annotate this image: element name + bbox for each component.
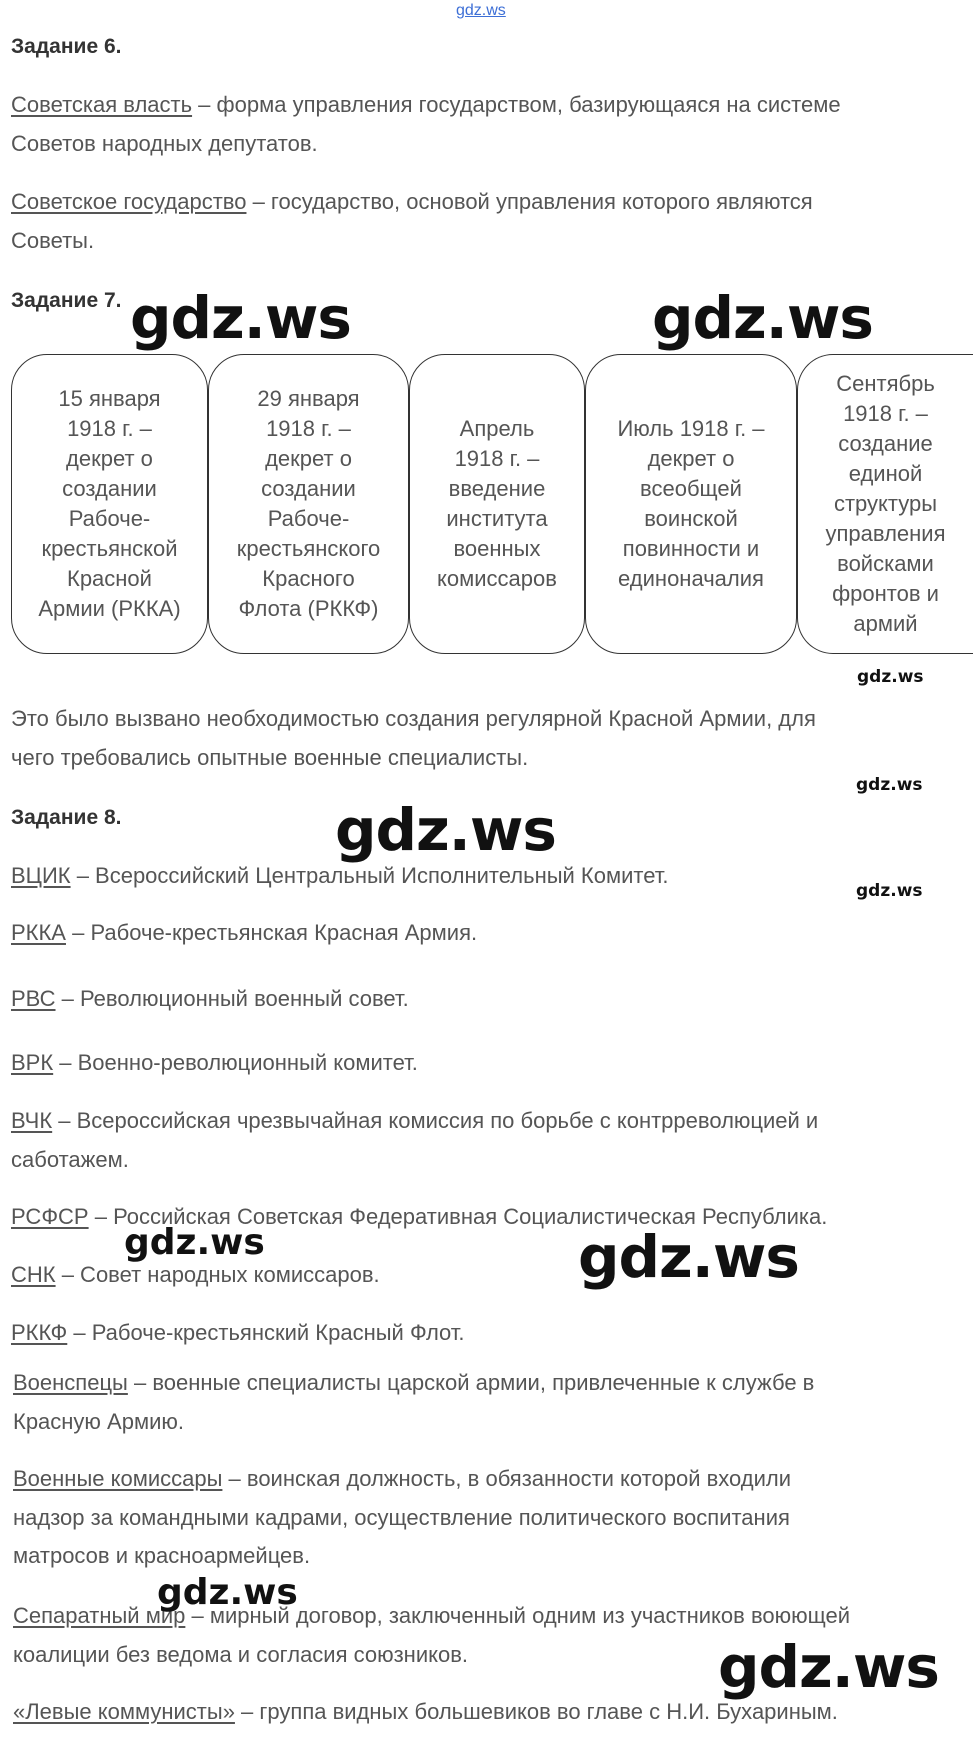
definition-text-cont: надзор за командными кадрами, осуществление политического воспитания [13, 1504, 790, 1530]
definition-text: – Всероссийский Центральный Исполнительный Комитет. [70, 863, 669, 888]
watermark: gdz.ws [856, 881, 923, 901]
term: ВЦИК [11, 863, 71, 888]
term: «Левые коммунисты» [13, 1699, 235, 1724]
task8-definition-voenspetsy [13, 1364, 814, 1441]
task8-definition-voennye-komissary [13, 1460, 791, 1576]
term: ВРК [11, 1050, 54, 1075]
term: Советское государство [11, 189, 247, 214]
definition-text: – мирный договор, заключенный одним из участников воюющей [185, 1603, 850, 1628]
definition-text: – Рабоче-крестьянская Красная Армия. [65, 920, 478, 945]
timeline-box-2: 29 января 1918 г. – декрет о создании Рабоче- крестьянского Красного Флота (РККФ) [208, 354, 409, 654]
term: РККФ [11, 1320, 68, 1345]
task8-definition-rkkf [11, 1314, 465, 1353]
term: Сепаратный мир [13, 1603, 186, 1628]
conclusion-line-1: Это было вызвано необходимостью создания регулярной Красной Армии, для [11, 706, 816, 731]
watermark: gdz.ws [718, 1633, 939, 1701]
definition-text: – Военно-революционный комитет. [53, 1050, 418, 1075]
task8-definition-vrk [11, 1044, 418, 1083]
watermark: gdz.ws [335, 796, 556, 864]
definition-text-cont: саботажем. [11, 1146, 129, 1172]
timeline-box-3: Апрель 1918 г. – введение института военных комиссаров [409, 354, 585, 654]
term: СНК [11, 1262, 56, 1287]
task8-definition-rkka [11, 914, 477, 953]
definition-text-cont: коалиции без ведома и согласия союзников. [13, 1641, 469, 1667]
watermark: gdz.ws [157, 1572, 298, 1613]
definition-text: – государство, основой управления которого являются [246, 189, 813, 214]
definition-text-cont: Красную Армию. [13, 1408, 184, 1434]
definition-text: – Рабоче-крестьянский Красный Флот. [67, 1320, 465, 1345]
conclusion-line-2: чего требовались опытные военные специалисты. [11, 744, 529, 770]
watermark: gdz.ws [578, 1223, 799, 1291]
term: РККА [11, 920, 66, 945]
definition-text: – Революционный военный совет. [55, 986, 409, 1011]
task8-definition-vchk [11, 1102, 818, 1179]
watermark: gdz.ws [124, 1222, 265, 1263]
definition-text-cont: Советы. [11, 227, 95, 253]
task7-heading: Задание 7. [11, 289, 122, 312]
watermark: gdz.ws [652, 284, 873, 352]
definition-text: – группа видных большевиков во главе с Н.И. Бухариным. [234, 1699, 838, 1724]
definition-text-cont: Советов народных депутатов. [11, 130, 318, 156]
timeline-box-4: Июль 1918 г. – декрет о всеобщей воинской повинности и единоначалия [585, 354, 797, 654]
term: ВЧК [11, 1108, 53, 1133]
watermark: gdz.ws [856, 775, 923, 795]
term: РСФСР [11, 1204, 89, 1229]
timeline-box-5: Сентябрь 1918 г. – создание единой структуры управления войсками фронтов и армий [797, 354, 973, 654]
definition-text: – Всероссийская чрезвычайная комиссия по борьбе с контрреволюцией и [52, 1108, 819, 1133]
task6-definition-2 [11, 183, 813, 260]
watermark: gdz.ws [130, 284, 351, 352]
task6-definition-1 [11, 86, 841, 163]
watermark: gdz.ws [857, 667, 924, 687]
definition-text: – Российская Советская Федеративная Социалистическая Республика. [88, 1204, 828, 1229]
definition-text-cont-2: матросов и красноармейцев. [13, 1543, 311, 1568]
definition-text: – воинская должность, в обязанности которой входили [222, 1466, 792, 1491]
task8-heading: Задание 8. [11, 806, 122, 829]
term: Военспецы [13, 1370, 128, 1395]
definition-text: – военные специалисты царской армии, привлеченные к службе в [127, 1370, 815, 1395]
task8-definition-levye-kommunisty [13, 1693, 838, 1732]
term: РВС [11, 986, 56, 1011]
definition-text: – форма управления государством, базирующаяся на системе [192, 92, 841, 117]
task6-heading: Задание 6. [11, 35, 122, 58]
task7-conclusion [11, 700, 816, 777]
top-watermark-link[interactable]: gdz.ws [456, 2, 506, 19]
term: Военные комиссары [13, 1466, 223, 1491]
term: Советская власть [11, 92, 193, 117]
task8-definition-rvs [11, 980, 409, 1019]
definition-text: – Совет народных комиссаров. [55, 1262, 380, 1287]
timeline-box-1: 15 января 1918 г. – декрет о создании Рабоче- крестьянской Красной Армии (РККА) [11, 354, 208, 654]
